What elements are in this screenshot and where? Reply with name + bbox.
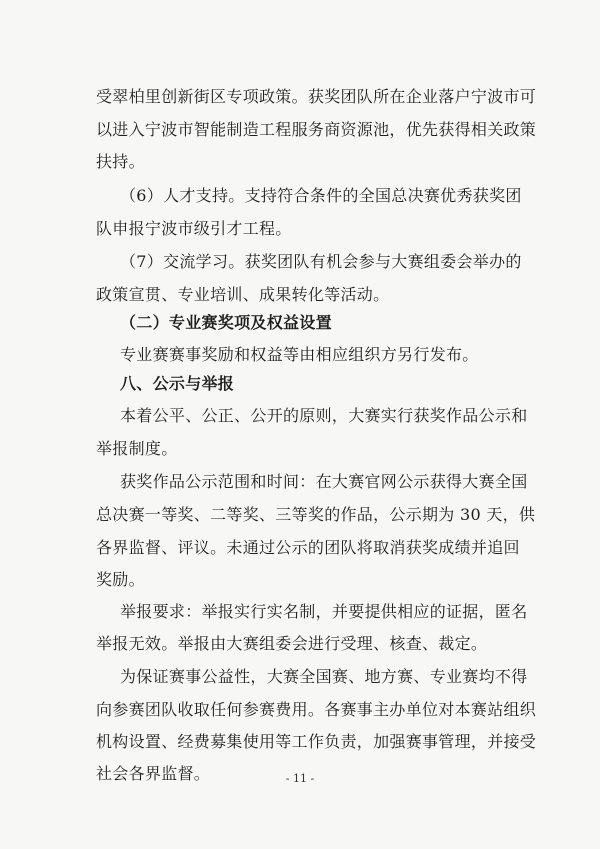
text-line: 社会各界监督。 <box>96 764 211 783</box>
text-line: 本着公平、公正、公开的原则，大赛实行获奖作品公示和 <box>120 406 528 425</box>
page-number: - 11 - <box>285 772 315 785</box>
text-line: 以进入宁波市智能制造工程服务商资源池，优先获得相关政策 <box>96 120 537 139</box>
text-line: 机构设置、经费募集使用等工作负责，加强赛事管理，并接受 <box>96 732 537 751</box>
text-line: 队申报宁波市级引才工程。 <box>96 219 292 238</box>
text-line: 受翠柏里创新街区专项政策。获奖团队所在企业落户宁波市可 <box>96 87 537 106</box>
text-line: 各界监督、评议。未通过公示的团队将取消获奖成绩并追回 <box>96 538 520 557</box>
text-line: 举报制度。 <box>96 439 178 458</box>
text-line: 获奖作品公示范围和时间：在大赛官网公示获得大赛全国 <box>120 472 528 491</box>
text-line: 举报无效。举报由大赛组委会进行受理、核查、裁定。 <box>96 634 488 653</box>
text-line: 政策宣贯、专业培训、成果转化等活动。 <box>96 285 390 304</box>
text-line: 向参赛团队收取任何参赛费用。各赛事主办单位对本赛站组织 <box>96 700 537 719</box>
text-line: 扶持。 <box>96 152 145 171</box>
text-line: （7）交流学习。获奖团队有机会参与大赛组委会举办的 <box>120 252 522 271</box>
text-line: 为保证赛事公益性，大赛全国赛、地方赛、专业赛均不得 <box>120 667 528 686</box>
text-line: 奖励。 <box>96 570 145 589</box>
text-line: 举报要求：举报实行实名制，并要提供相应的证据，匿名 <box>120 602 528 621</box>
text-line: 专业赛赛事奖励和权益等由相应组织方另行发布。 <box>120 345 479 364</box>
text-line: （6）人才支持。支持符合条件的全国总决赛优秀获奖团 <box>120 186 522 205</box>
section-heading: （二）专业赛奖项及权益设置 <box>120 313 332 332</box>
text-line: 总决赛一等奖、二等奖、三等奖的作品，公示期为 30 天，供 <box>96 505 536 524</box>
section-heading: 八、公示与举报 <box>120 374 235 393</box>
